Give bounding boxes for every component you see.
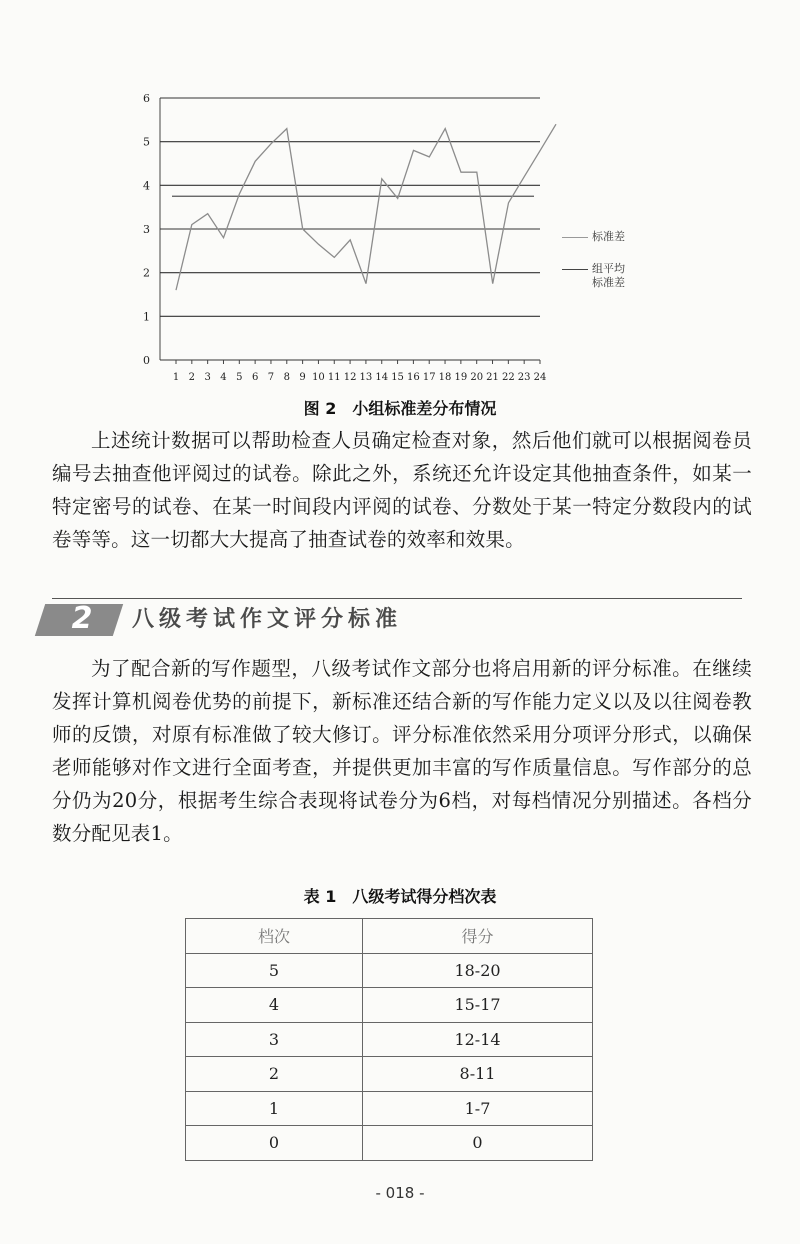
cell-level: 4 — [186, 988, 363, 1023]
legend-label-group-avg: 组平均 — [592, 262, 625, 275]
x-tick-label-15: 15 — [391, 372, 404, 383]
legend-label-std-dev: 标准差 — [592, 230, 625, 243]
table-row — [186, 1057, 593, 1092]
x-tick-label-18: 18 — [438, 372, 452, 383]
score-table — [185, 918, 593, 1161]
cell-score: 15-17 — [363, 988, 593, 1023]
y-tick-label-1: 1 — [143, 310, 150, 324]
std-dev-chart — [110, 84, 670, 394]
x-tick-label-5: 5 — [236, 372, 243, 383]
legend-swatch-std-dev — [562, 237, 588, 238]
legend-swatch-group-avg — [562, 269, 588, 270]
section-rule — [52, 598, 742, 599]
x-tick-label-3: 3 — [204, 372, 211, 383]
header-score: 得分 — [363, 919, 593, 954]
series-line-std-dev — [176, 124, 556, 290]
table-title: 表 1 八级考试得分档次表 — [303, 887, 497, 906]
cell-level: 5 — [186, 953, 363, 988]
x-tick-label-11: 11 — [327, 372, 341, 383]
x-tick-label-10: 10 — [312, 372, 325, 383]
y-tick-label-0: 0 — [143, 354, 150, 367]
x-tick-label-24: 24 — [533, 372, 547, 383]
cell-score: 1-7 — [363, 1091, 593, 1126]
cell-level: 2 — [186, 1057, 363, 1092]
legend-label-group-avg-2: 标准差 — [592, 276, 625, 289]
header-level: 档次 — [186, 919, 363, 954]
cell-score: 0 — [363, 1126, 593, 1161]
x-tick-label-22: 22 — [501, 372, 515, 383]
x-tick-label-13: 13 — [359, 372, 373, 383]
x-tick-label-19: 19 — [454, 372, 468, 383]
cell-score: 18-20 — [363, 953, 593, 988]
y-tick-label-2: 2 — [143, 266, 150, 280]
cell-level: 3 — [186, 1022, 363, 1057]
x-tick-label-8: 8 — [283, 372, 290, 383]
x-tick-label-16: 16 — [407, 372, 420, 383]
section-number: 2 — [71, 601, 93, 636]
cell-score: 12-14 — [363, 1022, 593, 1057]
section-title: 八级考试作文评分标准 — [132, 607, 403, 632]
x-tick-label-14: 14 — [375, 372, 389, 383]
table-header-row — [186, 919, 593, 954]
cell-level: 0 — [186, 1126, 363, 1161]
y-tick-label-3: 3 — [143, 223, 150, 236]
x-tick-label-4: 4 — [220, 372, 227, 383]
x-tick-label-23: 23 — [517, 372, 531, 383]
table-row — [186, 1022, 593, 1057]
x-tick-label-7: 7 — [267, 372, 275, 383]
legend-std-dev — [562, 230, 625, 244]
table-row — [186, 988, 593, 1023]
x-tick-label-6: 6 — [251, 372, 259, 383]
y-tick-label-5: 5 — [143, 135, 150, 149]
x-tick-label-12: 12 — [343, 372, 357, 383]
cell-score: 8-11 — [363, 1057, 593, 1092]
figure-caption: 图 2 小组标准差分布情况 — [303, 399, 497, 418]
table-row — [186, 953, 593, 988]
cell-level: 1 — [186, 1091, 363, 1126]
x-tick-label-2: 2 — [188, 372, 196, 383]
x-tick-label-9: 9 — [299, 372, 306, 383]
paragraph-2: 为了配合新的写作题型，八级考试作文部分也将启用新的评分标准。在继续发挥计算机阅卷优势的前提下，新标准还结合新的写作能力定义以及以往阅卷教师的反馈，对原有标准做了较大修订。评分标准依然采用分项评分形式，以确保老师能够对作文进行全面考查，并提供更加丰富的写作质量信息。写作部分的总分仍为20分，根据考生综合表现将试卷分为6档，对每档情况分别描述。各档分数分配见表1。 — [52, 657, 752, 845]
table-row — [186, 1126, 593, 1161]
x-tick-label-1: 1 — [172, 372, 180, 383]
table-row — [186, 1091, 593, 1126]
page-number: - 018 - — [375, 1184, 425, 1202]
x-tick-label-17: 17 — [422, 372, 436, 383]
y-tick-label-6: 6 — [143, 92, 150, 105]
y-tick-label-4: 4 — [143, 179, 150, 193]
legend-group-avg — [562, 262, 625, 290]
x-tick-label-21: 21 — [486, 372, 499, 383]
paragraph-1: 上述统计数据可以帮助检查人员确定检查对象，然后他们就可以根据阅卷员编号去抽查他评阅过的试卷。除此之外，系统还允许设定其他抽查条件，如某一特定密号的试卷、在某一时间段内评阅的试卷、分数处于某一特定分数段内的试卷等等。这一切都大大提高了抽查试卷的效率和效果。 — [52, 429, 752, 551]
x-tick-label-20: 20 — [470, 372, 484, 383]
